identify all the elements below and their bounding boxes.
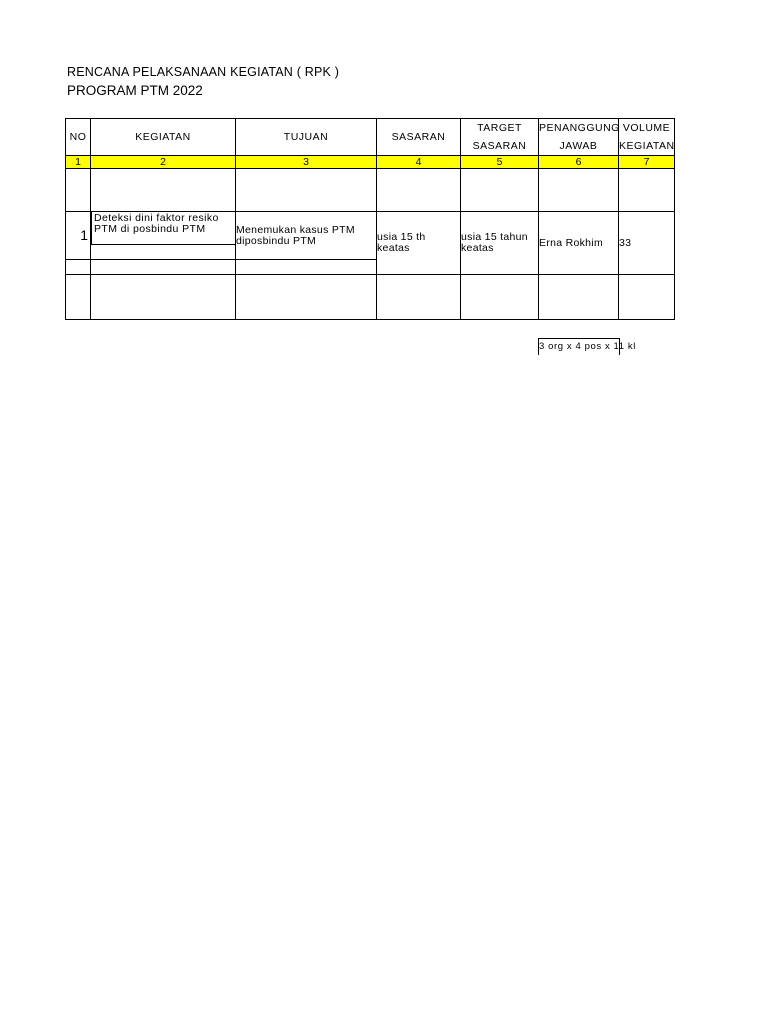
table-cell (539, 275, 619, 320)
header-kegiatan: KEGIATAN (91, 119, 236, 156)
table-row (66, 212, 675, 245)
target-sasaran-cell: usia 15 tahun keatas (461, 212, 539, 275)
header-volume-line2: KEGIATAN (619, 140, 675, 152)
column-number: 1 (66, 156, 91, 169)
header-no: NO (66, 119, 91, 156)
table-cell (66, 275, 91, 320)
rpk-table (65, 118, 675, 320)
table-row-empty (66, 169, 675, 212)
column-number: 6 (539, 156, 619, 169)
table-cell (539, 169, 619, 212)
volume-kegiatan-cell: 33 (619, 212, 675, 275)
penanggung-jawab-cell: Erna Rokhim (539, 212, 619, 275)
table-cell (461, 169, 539, 212)
table-cell (236, 260, 377, 275)
row-number: 1 (66, 212, 91, 260)
table-cell (461, 275, 539, 320)
table-cell (91, 275, 236, 320)
table-cell (91, 169, 236, 212)
header-penanggung-line2: JAWAB (559, 140, 598, 152)
header-target-line2: SASARAN (472, 140, 527, 152)
table-cell (377, 169, 461, 212)
column-number-row (66, 156, 675, 169)
header-volume-kegiatan (619, 119, 675, 156)
table-row-empty (66, 275, 675, 320)
header-row (66, 119, 675, 156)
table-cell (236, 275, 377, 320)
table-cell (91, 260, 236, 275)
header-penanggung-jawab (539, 119, 619, 156)
header-volume-line1: VOLUME (622, 122, 671, 134)
document-title: RENCANA PELAKSANAAN KEGIATAN ( RPK ) (67, 65, 340, 79)
sasaran-cell: usia 15 th keatas (377, 212, 461, 275)
header-sasaran: SASARAN (377, 119, 461, 156)
table-cell (619, 275, 675, 320)
table-cell (66, 260, 91, 275)
column-number: 7 (619, 156, 675, 169)
table-cell (377, 275, 461, 320)
header-target-sasaran (461, 119, 539, 156)
table-cell (619, 169, 675, 212)
kegiatan-cell (91, 212, 236, 245)
header-target-line1: TARGET (477, 122, 522, 134)
table-cell (236, 169, 377, 212)
column-number: 4 (377, 156, 461, 169)
header-tujuan: TUJUAN (236, 119, 377, 156)
column-number: 3 (236, 156, 377, 169)
volume-calculation-note: 3 org x 4 pos x 11 kl (538, 338, 620, 355)
column-number: 2 (91, 156, 236, 169)
column-number: 5 (461, 156, 539, 169)
document-subtitle: PROGRAM PTM 2022 (67, 83, 203, 98)
tujuan-cell: Menemukan kasus PTM diposbindu PTM (236, 212, 377, 260)
header-penanggung-line1: PENANGGUNG (539, 122, 620, 134)
table-cell (91, 245, 236, 260)
kegiatan-text: Deteksi dini faktor resiko PTM di posbindu PTM (90, 211, 236, 245)
table-cell (66, 169, 91, 212)
